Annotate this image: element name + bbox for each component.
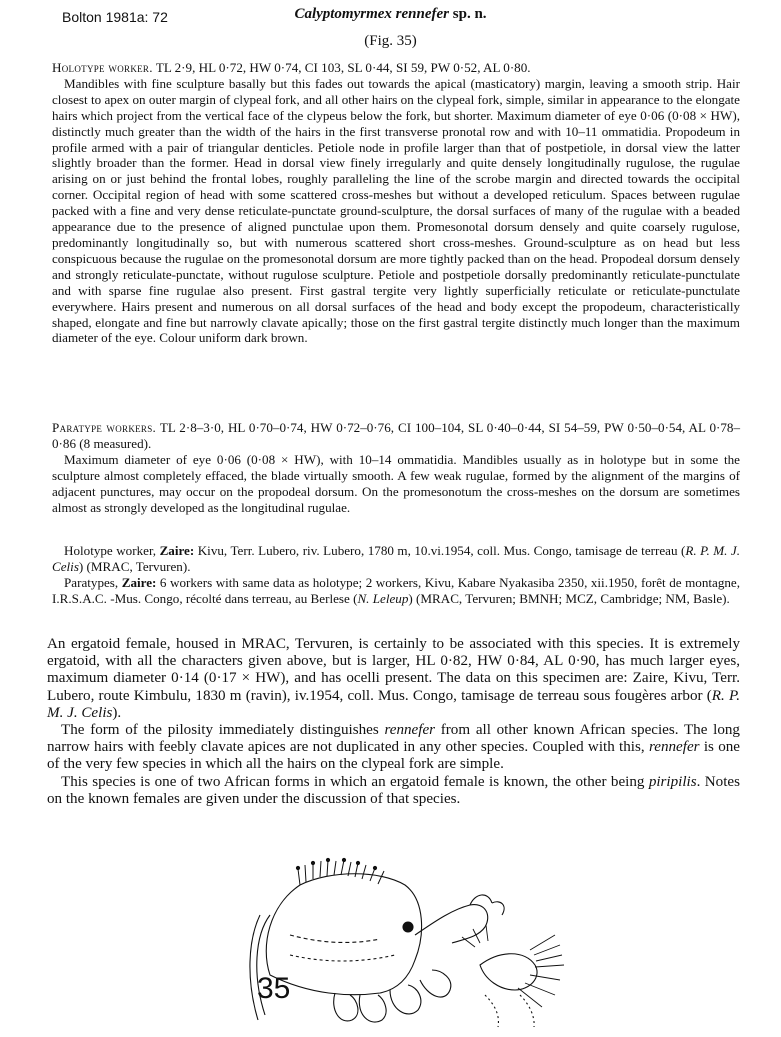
paratype-section bbox=[52, 420, 740, 515]
text-run: from all other known African species. The long narrow hairs with feebly clavate apices are not duplicated in any other species. Coupled with this, bbox=[47, 722, 740, 756]
holotype-material bbox=[52, 543, 740, 575]
species-epithet: rennefer bbox=[384, 722, 436, 739]
discussion-paragraph bbox=[47, 722, 740, 774]
text-run: is one of the very few species in which all the hairs on the clypeal fork are simple. bbox=[47, 739, 740, 773]
locality-country: Zaire: bbox=[159, 543, 195, 558]
text-run: Holotype worker, bbox=[64, 543, 160, 558]
clypeal-hairs bbox=[462, 925, 564, 1007]
text-run: Paratypes, bbox=[64, 574, 122, 590]
collector-name: N. Leleup bbox=[357, 590, 409, 606]
paratype-label: Paratype workers. bbox=[52, 420, 157, 435]
citation: Bolton 1981a: 72 bbox=[62, 9, 168, 25]
legs bbox=[334, 970, 451, 1022]
text-run: . Notes on the known females are given under the discussion of that species. bbox=[47, 773, 740, 807]
paratype-description: Maximum diameter of eye 0·06 (0·08 × HW), with 10–14 ommatidia. Mandibles usually as in holotype but in some the sculpture almost completely effaced, the blade virtually smooth. A few weak rugulae, formed by the alignment of the margins of adjacent punctures, may occur on the propodeal dorsum. On the promesonotum the cross-meshes on the dorsum are sometimes almost as strongly developed as the longitudinal rugulae. bbox=[52, 451, 740, 515]
text-run: ). bbox=[112, 704, 122, 721]
status-label: sp. n. bbox=[449, 6, 487, 22]
species-name: Calyptomyrmex rennefer bbox=[294, 6, 450, 22]
holotype-label: Holotype worker. bbox=[52, 60, 153, 75]
figure-number: 35 bbox=[257, 972, 291, 1005]
text-run: The form of the pilosity immediately distinguishes bbox=[61, 722, 385, 739]
text-run: 6 workers with same data as holotype; 2 workers, Kivu, Kabare Nyakasiba 2350, xii.1950, forêt de montagne, I.R.S.A.C. -Mus. Congo, récolté dans terreau, au Berlese ( bbox=[52, 574, 740, 606]
collector-name: R. P. M. J. Celis bbox=[52, 543, 740, 574]
paratype-material bbox=[52, 575, 740, 607]
paratype-measurements: TL 2·8–3·0, HL 0·70–0·74, HW 0·72–0·76, CI 100–104, SL 0·40–0·44, SI 54–59, PW 0·50–0·54, AL 0·78–0·86 (8 measured). bbox=[52, 420, 740, 451]
holotype-measurements: TL 2·9, HL 0·72, HW 0·74, CI 103, SL 0·44, SI 59, PW 0·52, AL 0·80. bbox=[152, 60, 531, 75]
text-run: ) (MRAC, Tervuren). bbox=[78, 558, 191, 574]
figure-reference: (Fig. 35) bbox=[364, 33, 417, 49]
species-epithet: piripilis bbox=[648, 773, 697, 790]
holotype-description: Mandibles with fine sculpture basally but this fades out towards the apical (masticatory) margin, leaving a smooth strip. Hair closest to apex on outer margin of clypeal fork, and all other hairs on the clypeal fork, simple, similar in appearance to the elongate hairs which project from the vertical face of the clypeus below the fork, but shorter. Maximum diameter of eye 0·06 (0·08 × HW), distinctly much greater than the width of the hairs in the first transverse pronotal row and with 10–11 ommatidia. Propodeum in profile armed with a pair of triangular denticles. Petiole node in profile larger than that of postpetiole, in dorsal view the latter slightly broader than the former. Head in dorsal view finely irregularly and quite densely longitudinally rugulose, the rugulae arising on or just behind the frontal lobes, roughly paralleling the line of the scrobe margin and directed towards the occipital corner. Occipital region of head with some scattered cross-meshes but without a developed reticulum. Spaces between rugulae packed with a fine and very dense reticulate-punctate ground-sculpture, the dorsal surfaces of many of the rugulae with a beaded appearance due to the presence of aligned punctulae upon them. Promesonotal dorsum densely and quite coarsely rugulose, predominantly longitudinally so, but with numerous scattered short cross-meshes. Ground-sculpture as on head but less conspicuous because the rugulae on the promesonotal dorsum are more tightly packed than on the head. Propodeal dorsum densely and strongly reticulate-punctate, without rugulose sculpture. Petiole and postpetiole dorsally predominantly reticulate-punctulate and with sparse fine rugulae also present. First gastral tergite very lightly superficially reticulate or reticulate-punctulate everywhere. Hairs present and numerous on all dorsal surfaces of the head and body except the propodeum, characteristically shaped, elongate and fine but narrowly clavate apically; those on the first gastral tergite distinctly much longer than the maximum diameter of the eye. Colour uniform dark brown. bbox=[52, 75, 740, 346]
discussion-paragraph bbox=[47, 636, 740, 722]
species-epithet: rennefer bbox=[648, 739, 700, 756]
text-run: This species is one of two African forms in which an ergatoid female is known, the other being bbox=[61, 773, 649, 790]
discussion-section bbox=[47, 636, 740, 808]
material-section bbox=[52, 543, 740, 607]
scrobe-line bbox=[290, 935, 380, 942]
discussion-paragraph bbox=[47, 774, 740, 808]
eye bbox=[403, 922, 413, 932]
collector-name: R. P. M. J. Celis bbox=[47, 687, 740, 721]
text-run: Kivu, Terr. Lubero, riv. Lubero, 1780 m, 10.vi.1954, coll. Mus. Congo, tamisage de terreau ( bbox=[194, 543, 686, 558]
text-run: An ergatoid female, housed in MRAC, Tervuren, is certainly to be associated with this species. It is extremely ergatoid, with all the characters given above, but is larger, HL 0·82, HW 0·84, AL 0·90, has much larger eyes, maximum diameter 0·14 (0·17 × HW), and has ocelli present. The data on this specimen are: Zaire, Kivu, Terr. Lubero, route Kimbulu, 1830 m (ravin), iv.1954, coll. Mus. Congo, tamisage de terreau sous fougères arbor ( bbox=[47, 636, 740, 704]
locality-country: Zaire: bbox=[121, 574, 157, 590]
holotype-section bbox=[52, 60, 740, 346]
text-run: ) (MRAC, Tervuren; BMNH; MCZ, Cambridge; NM, Basle). bbox=[408, 590, 730, 606]
page-title bbox=[0, 6, 781, 23]
